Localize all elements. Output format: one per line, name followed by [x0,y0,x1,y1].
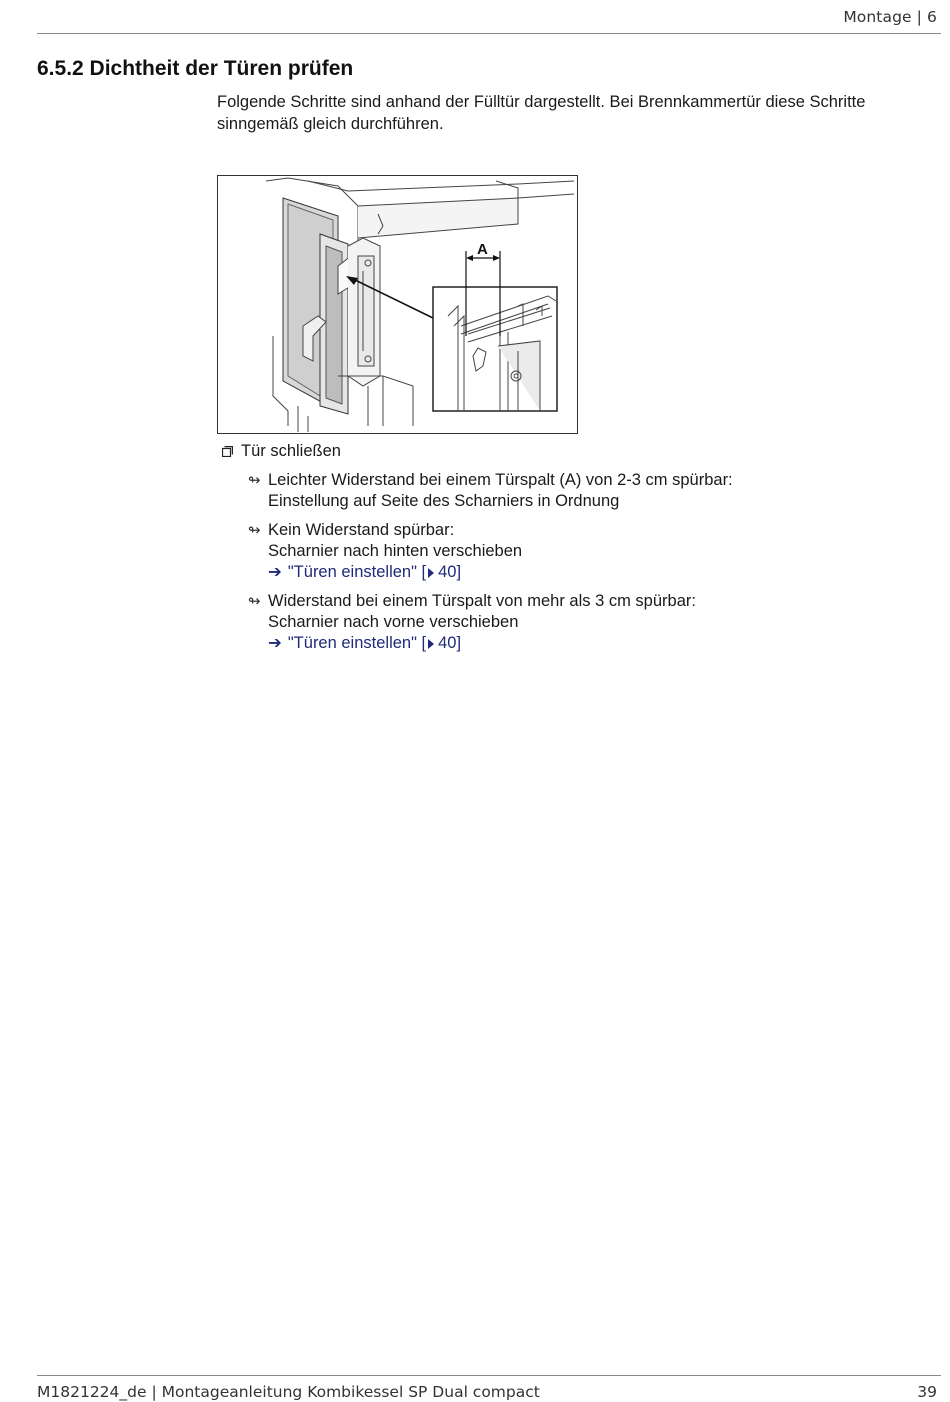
result-arrow-icon: ↬ [248,593,261,610]
instruction-steps [222,441,937,654]
door-drawing [218,176,577,433]
result-line: Scharnier nach hinten verschieben [268,542,523,560]
result-item [248,520,937,583]
action-checkbox-icon [222,446,233,457]
door-hinge-illustration [217,175,578,434]
link-text[interactable]: "Türen einstellen" [ [287,634,427,652]
link-page[interactable]: 40] [438,563,462,581]
result-line: Kein Widerstand spürbar: [268,521,455,539]
page-header [37,8,941,34]
dimension-label-a: A [477,241,488,258]
result-arrow-icon: ↬ [248,472,261,489]
page-triangle-icon [428,568,434,578]
footer-document-title: M1821224_de | Montageanleitung Kombikessel SP Dual compact [37,1383,540,1401]
section-title: 6.5.2 Dichtheit der Türen prüfen [37,57,354,80]
reference-arrow-icon: ➔ [268,563,282,581]
result-line: Scharnier nach vorne verschieben [268,613,519,631]
result-item [248,470,937,512]
action-text: Tür schließen [241,442,341,460]
header-chapter: Montage | 6 [843,8,937,26]
link-text[interactable]: "Türen einstellen" [ [287,563,427,581]
cross-reference-link[interactable] [268,562,522,583]
result-line: Leichter Widerstand bei einem Türspalt (A) von 2-3 cm spürbar: [268,471,733,489]
action-step [222,441,937,462]
page-triangle-icon [428,639,434,649]
intro-paragraph: Folgende Schritte sind anhand der Fülltür dargestellt. Bei Brennkammertür diese Schritte sinngemäß gleich durchführen. [217,93,866,133]
result-arrow-icon: ↬ [248,522,261,539]
page-footer [37,1375,941,1402]
result-line: Widerstand bei einem Türspalt von mehr als 3 cm spürbar: [268,592,696,610]
result-item [248,591,937,654]
result-line: Einstellung auf Seite des Scharniers in Ordnung [268,492,620,510]
cross-reference-link[interactable] [268,633,696,654]
link-page[interactable]: 40] [438,634,462,652]
reference-arrow-icon: ➔ [268,634,282,652]
footer-page-number: 39 [917,1383,937,1401]
